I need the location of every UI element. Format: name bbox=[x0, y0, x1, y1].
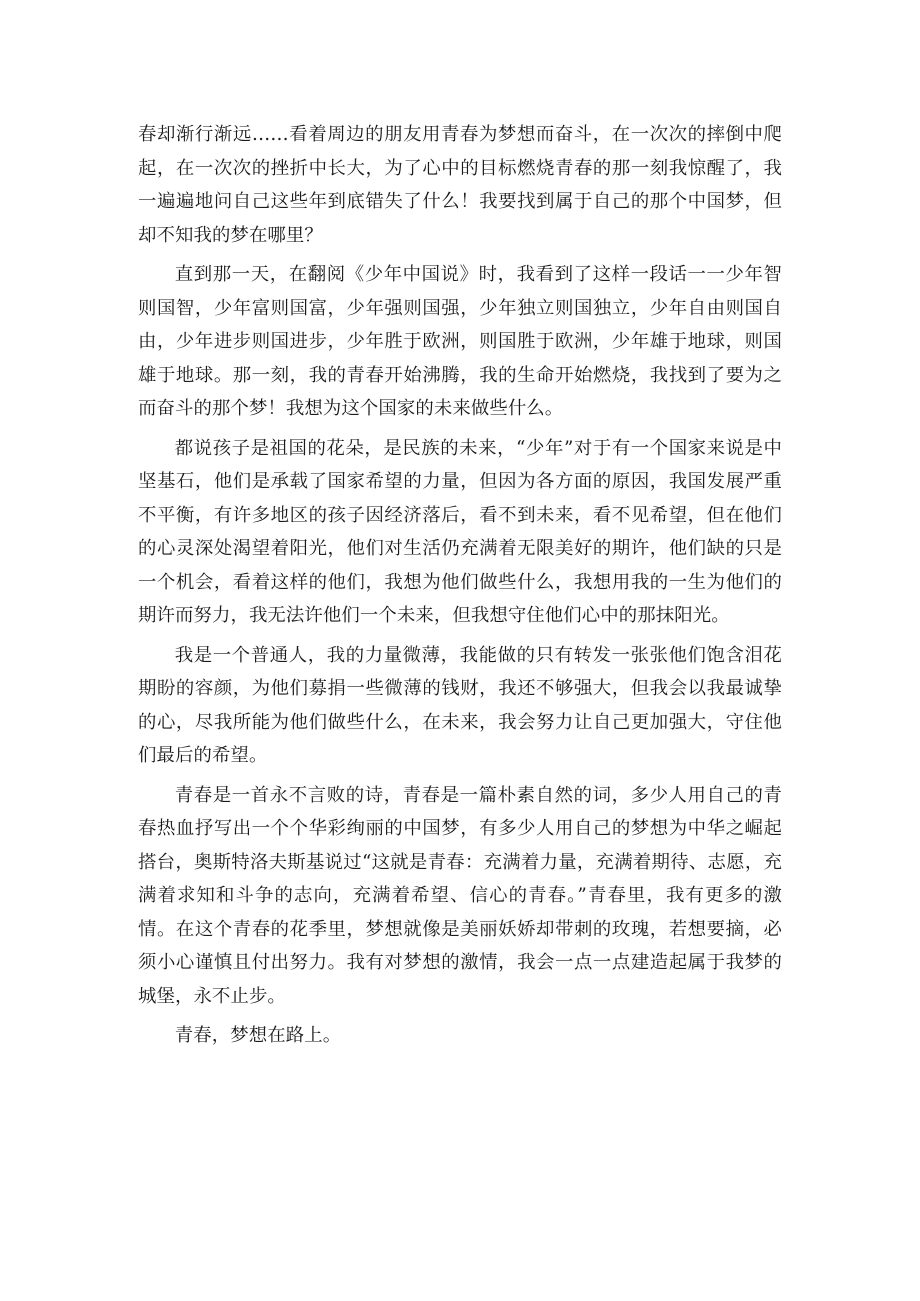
paragraph-ordinary-person: 我是一个普通人，我的力量微薄，我能做的只有转发一张张他们饱含泪花期盼的容颜，为他们募捐一些微薄的钱财，我还不够强大，但我会以我最诚挚的心，尽我所能为他们做些什么，在未来，我会努力让自己更加强大，守住他们最后的希望。 bbox=[138, 644, 782, 766]
paragraph-shaonian-zhongguo-shuo: 直到那一天，在翻阅《少年中国说》时，我看到了这样一段话一一少年智则国智，少年富则国富，少年强则国强，少年独立则国独立，少年自由则国自由，少年进步则国进步，少年胜于欧洲，则国胜于欧洲，少年雄于地球，则国雄于地球。那一刻，我的青春开始沸腾，我的生命开始燃烧，我找到了要为之而奋斗的那个梦！我想为这个国家的未来做些什么。 bbox=[138, 264, 782, 419]
paragraph-children-future: 都说孩子是祖国的花朵，是民族的未来，“少年”对于有一个国家来说是中坚基石，他们是承载了国家希望的力量，但因为各方面的原因，我国发展严重不平衡，有许多地区的孩子因经济落后，看不到未来，看不见希望，但在他们的心灵深处渴望着阳光，他们对生活仍充满着无限美好的期许，他们缺的只是一个机会，看着这样的他们，我想为他们做些什么，我想用我的一生为他们的期许而努力，我无法许他们一个未来，但我想守住他们心中的那抹阳光。 bbox=[138, 437, 782, 626]
paragraph-closing: 青春，梦想在路上。 bbox=[174, 1025, 342, 1046]
document-body bbox=[138, 118, 782, 1059]
paragraph-youth-poem: 青春是一首永不言败的诗，青春是一篇朴素自然的词，多少人用自己的青春热血抒写出一个个华彩绚丽的中国梦，有多少人用自己的梦想为中华之崛起搭台，奥斯特洛夫斯基说过“这就是青春：充满着力量，充满着期待、志愿，充满着求知和斗争的志向，充满着希望、信心的青春。”青春里，我有更多的激情。在这个青春的花季里，梦想就像是美丽妖娇却带刺的玫瑰，若想要摘，必须小心谨慎且付出努力。我有对梦想的激情，我会一点一点建造起属于我梦的城堡，永不止步。 bbox=[138, 784, 782, 1007]
paragraph-continuation: 春却渐行渐远……看着周边的朋友用青春为梦想而奋斗，在一次次的摔倒中爬起，在一次次的挫折中长大，为了心中的目标燃烧青春的那一刻我惊醒了，我一遍遍地问自己这些年到底错失了什么！我要找到属于自己的那个中国梦，但却不知我的梦在哪里？ bbox=[138, 124, 782, 246]
